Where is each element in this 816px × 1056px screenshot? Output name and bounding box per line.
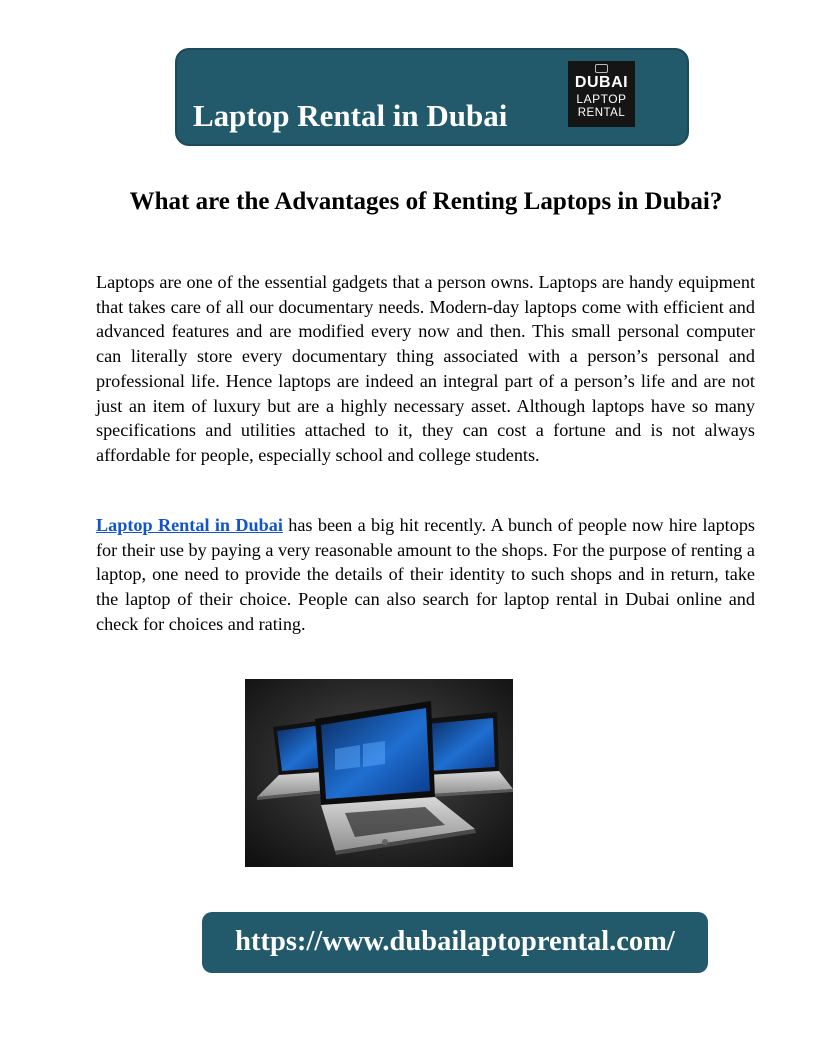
laptops-illustration — [245, 679, 513, 867]
header-title: Laptop Rental in Dubai — [193, 98, 508, 133]
company-logo — [568, 61, 635, 127]
laptop-logo-icon — [595, 64, 608, 73]
logo-text-line1: DUBAI — [574, 74, 629, 91]
footer-banner — [202, 912, 708, 973]
laptops-image — [245, 679, 513, 867]
website-url-link[interactable]: https://www.dubailaptoprental.com/ — [235, 926, 675, 957]
paragraph-2-text: has been a big hit recently. A bunch of people now hire laptops for their use by paying a very reasonable amount to the shops. For the purpose of renting a laptop, one need to provide the details of their identity to such shops and in return, take the laptop of their choice. People can also search for laptop rental in Dubai online and check for choices and rating. — [96, 515, 755, 634]
logo-text-line2: LAPTOP — [576, 92, 627, 106]
article-paragraph-2 — [96, 513, 755, 637]
logo-text-line3: RENTAL — [577, 107, 626, 119]
laptop-rental-link[interactable]: Laptop Rental in Dubai — [96, 515, 283, 535]
article-heading: What are the Advantages of Renting Laptops in Dubai? — [129, 188, 723, 215]
header-banner — [175, 48, 689, 146]
article-paragraph-1: Laptops are one of the essential gadgets that a person owns. Laptops are handy equipment that takes care of all our documentary needs. Modern-day laptops come with efficient and advanced features and are modified every now and then. This small personal computer can literally store every documentary thing associated with a person’s personal and professional life. Hence laptops are indeed an integral part of a person’s life and are not just an item of luxury but are a highly necessary asset. Although laptops have so many specifications and utilities attached to it, they can cost a fortune and is not always affordable for people, especially school and college students. — [96, 272, 755, 465]
